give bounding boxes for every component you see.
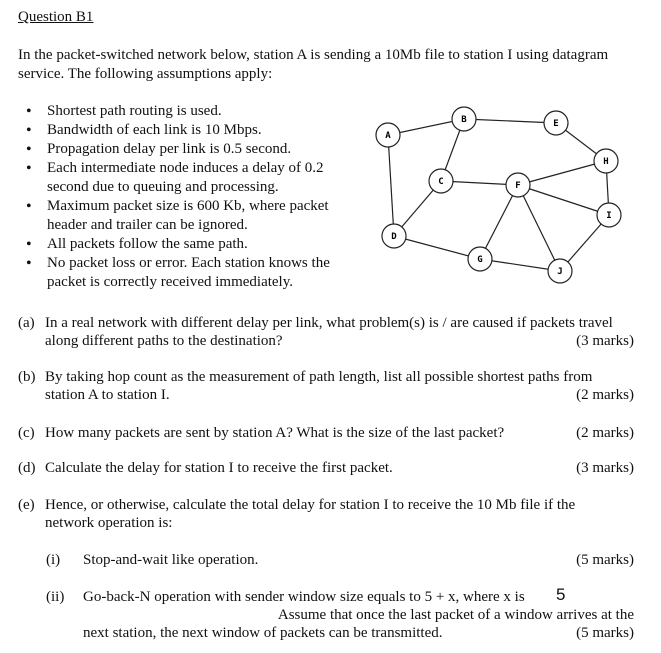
question-text: along different paths to the destination? (45, 333, 283, 349)
link-b-e (464, 119, 556, 123)
question-label: (d) (18, 460, 36, 476)
marks-label: (2 marks) (576, 425, 634, 441)
question-c (18, 424, 634, 442)
question-label: (ii) (46, 589, 65, 605)
assumption-item: • No packet loss or error. Each station knows the packet is correctly received immediately. (20, 254, 360, 292)
assumption-item: • Bandwidth of each link is 10 Mbps. (20, 121, 360, 140)
node-b (452, 107, 476, 131)
link-a-d (388, 135, 394, 236)
question-d (18, 459, 634, 477)
node-label: J (557, 267, 563, 277)
node-label: A (385, 131, 391, 141)
question-label: (c) (18, 425, 35, 441)
node-label: B (461, 115, 467, 125)
assumption-item: • Propagation delay per link is 0.5 second. (20, 140, 360, 159)
assumptions-list (20, 102, 360, 292)
link-f-i (518, 185, 609, 215)
question-text: Go-back-N operation with sender window size equals to 5 + x, where x is (83, 589, 525, 605)
question-text: Calculate the delay for station I to receive the first packet. (45, 460, 393, 476)
question-text: network operation is: (45, 515, 173, 531)
marks-label: (3 marks) (576, 460, 634, 476)
assumption-item: • All packets follow the same path. (20, 235, 360, 254)
node-e (544, 111, 568, 135)
intro-paragraph: In the packet-switched network below, station A is sending a 10Mb file to station I using datagram service. The following assumptions apply: (18, 47, 609, 82)
assumption-item: • Each intermediate node induces a delay of 0.2 second due to queuing and processing. (20, 159, 360, 197)
network-diagram (360, 100, 660, 296)
node-d (382, 224, 406, 248)
node-label: F (515, 181, 521, 191)
question-text: Hence, or otherwise, calculate the total delay for station I to receive the 10 Mb file if the (45, 497, 576, 513)
question-text: How many packets are sent by station A? What is the size of the last packet? (45, 425, 505, 441)
question-title: Question B1 (18, 9, 94, 25)
node-a (376, 123, 400, 147)
marks-label: (3 marks) (576, 333, 634, 349)
question-a (18, 314, 634, 350)
question-b (18, 368, 634, 404)
assumption-item: • Shortest path routing is used. (20, 102, 360, 121)
node-i (597, 203, 621, 227)
question-text: Assume that once the last packet of a window arrives at the (277, 607, 634, 623)
question-label: (b) (18, 369, 36, 385)
node-c (429, 169, 453, 193)
node-label: C (438, 177, 444, 187)
node-f (506, 173, 530, 197)
question-label: (e) (18, 497, 35, 513)
node-label: G (477, 255, 483, 265)
node-label: E (553, 119, 559, 129)
marks-label: (5 marks) (576, 625, 634, 641)
marks-label: (2 marks) (576, 387, 634, 403)
node-label: D (391, 232, 397, 242)
link-d-g (394, 236, 480, 259)
node-h (594, 149, 618, 173)
question-text: station A to station I. (45, 387, 170, 403)
question-text: In a real network with different delay per link, what problem(s) is / are caused if packets travel (45, 315, 613, 331)
question-label: (a) (18, 315, 35, 331)
marks-label: (5 marks) (576, 552, 634, 568)
link-h-f (518, 161, 606, 185)
question-e-i (46, 551, 634, 569)
question-text: Stop-and-wait like operation. (83, 552, 259, 568)
question-text: next station, the next window of packets can be transmitted. (83, 625, 443, 641)
node-label: I (606, 211, 612, 221)
node-g (468, 247, 492, 271)
x-value: 5 (556, 585, 566, 604)
question-e-ii (46, 585, 634, 644)
question-text: By taking hop count as the measurement of path length, list all possible shortest paths from (45, 369, 593, 385)
node-label: H (603, 157, 609, 167)
assumption-item: • Maximum packet size is 600 Kb, where packet header and trailer can be ignored. (20, 197, 360, 235)
link-f-j (518, 185, 560, 271)
question-e (18, 496, 634, 532)
question-label: (i) (46, 552, 61, 568)
node-j (548, 259, 572, 283)
